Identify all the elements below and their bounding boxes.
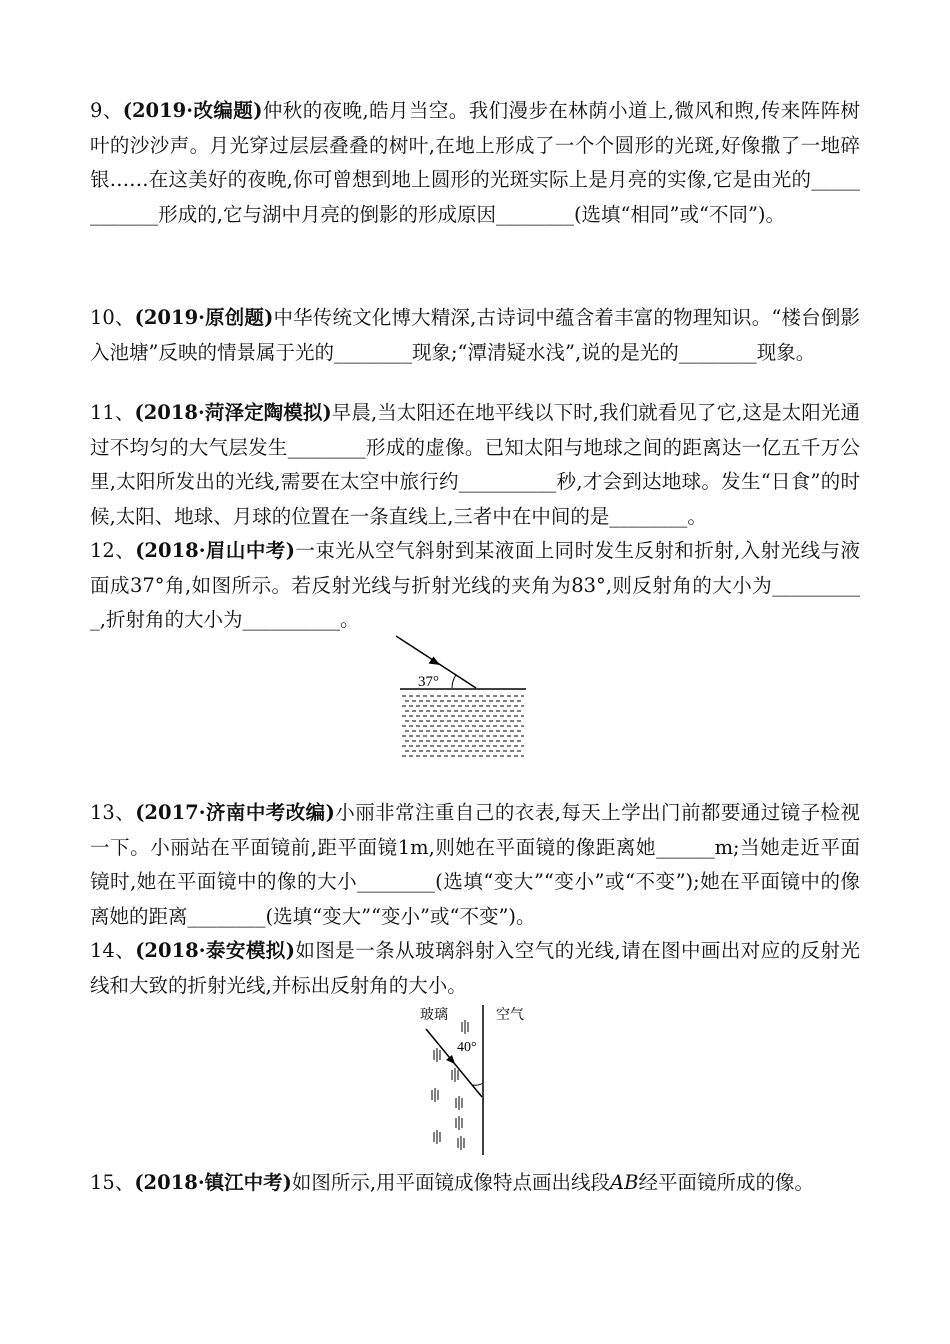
- question-text: 形成的,它与湖中月亮的倒影的形成原因: [158, 202, 496, 226]
- question-text: 经平面镜所成的像。: [638, 1171, 814, 1194]
- question-text: 小丽非常注重自己的衣表,每天上学出门前都要通过镜子检视一下。小丽站在平面镜前,距平面镜1m,则她在平面镜的像距离她: [90, 801, 860, 859]
- glass-air-diagram: [412, 1003, 552, 1157]
- answer-blank: ________: [287, 435, 366, 459]
- answer-blank: ________: [609, 504, 688, 528]
- answer-blank: ____________: [90, 168, 860, 226]
- question-source: (2018·泰安模拟): [135, 939, 295, 962]
- question-text: m;当她走近平面镜时,她在平面镜中的像的大小: [90, 835, 861, 893]
- question-12: [90, 534, 860, 638]
- air-label: 空气: [496, 1008, 524, 1023]
- question-number: 9、: [90, 99, 123, 122]
- question-text: ,折射角的大小为: [99, 608, 243, 631]
- question-source: (2017·济南中考改编): [135, 801, 335, 824]
- question-number: 15、: [90, 1171, 135, 1194]
- question-10: [90, 301, 860, 370]
- figure-glass-air-interface: [412, 1003, 552, 1161]
- question-source: (2018·眉山中考): [135, 539, 295, 562]
- answer-blank: ______: [656, 835, 715, 859]
- answer-blank: __________: [242, 608, 340, 631]
- question-text: 现象。: [756, 340, 816, 364]
- question-14: [90, 934, 860, 1003]
- question-text: 中华传统文化博大精深,古诗词中蕴含着丰富的物理知识。“楼台倒影入池塘”反映的情景属于光的: [90, 306, 860, 364]
- question-text: 。: [687, 504, 707, 528]
- answer-blank: __________: [458, 470, 557, 493]
- glass-label: 玻璃: [420, 1008, 448, 1023]
- question-text: (选填“相同”或“不同”)。: [573, 202, 786, 226]
- question-number: 12、: [90, 539, 136, 562]
- liquid-surface-diagram: [392, 634, 528, 762]
- question-9: [90, 94, 860, 232]
- question-source: (2018·镇江中考): [134, 1171, 292, 1194]
- question-number: 11、: [90, 401, 135, 424]
- answer-blank: ________: [495, 202, 574, 226]
- question-text: 如图是一条从玻璃斜射入空气的光线,请在图中画出对应的反射光线和大致的折射光线,并标出反射角的大小。: [90, 939, 860, 997]
- question-text: 一束光从空气斜射到某液面上同时发生反射和折射,入射光线与液面成37°角,如图所示。若反射光线与折射光线的夹角为83°,则反射角的大小为: [90, 539, 860, 597]
- question-text: (选填“变大”“变小”或“不变”);她在平面镜中的像离她的距离: [90, 870, 860, 928]
- question-11: [90, 396, 860, 534]
- angle-label: 37°: [418, 674, 439, 690]
- question-13: [90, 796, 860, 934]
- question-number: 14、: [90, 939, 136, 962]
- answer-blank: ________: [333, 340, 412, 364]
- angle-label: 40°: [457, 1040, 477, 1055]
- liquid-body: [402, 696, 524, 756]
- question-source: (2019·改编题): [122, 99, 263, 122]
- question-text: 早晨,当太阳还在地平线以下时,我们就看见了它,这是太阳光通过不均匀的大气层发生: [90, 401, 860, 459]
- question-text: 秒,才会到达地球。发生“日食”的时候,太阳、地球、月球的位置在一条直线上,三者中在中间的是: [90, 470, 860, 528]
- question-text: (选填“变大”“变小”或“不变”)。: [265, 904, 536, 928]
- answer-blank: ________: [678, 340, 757, 364]
- question-text: 如图所示,用平面镜成像特点画出线段: [291, 1171, 611, 1194]
- question-number: 13、: [90, 801, 136, 824]
- question-15: [90, 1166, 860, 1201]
- angle-arc: [452, 675, 456, 688]
- answer-blank: ________: [187, 904, 266, 928]
- question-text: 现象;“潭清疑水浅”,说的是光的: [411, 340, 679, 364]
- segment-label: AB: [610, 1171, 639, 1194]
- answer-blank: ________: [357, 870, 436, 893]
- question-source: (2018·菏泽定陶模拟): [134, 401, 332, 424]
- answer-blank: __________: [90, 573, 860, 631]
- question-text: 。: [339, 608, 360, 631]
- figure-light-on-liquid-surface: [392, 634, 528, 766]
- angle-arc: [473, 1083, 483, 1085]
- question-source: (2019·原创题): [134, 306, 274, 329]
- ray-arrow-icon: [446, 1055, 455, 1064]
- question-number: 10、: [90, 306, 135, 329]
- question-text: 仲秋的夜晚,皓月当空。我们漫步在林荫小道上,微风和煦,传来阵阵树叶的沙沙声。月光穿过层层叠叠的树叶,在地上形成了一个个圆形的光斑,好像撒了一地碎银……在这美好的夜晚,你可曾想到地上圆形的光斑实际上是月亮的实像,它是由光的: [90, 99, 860, 191]
- question-text: 形成的虚像。已知太阳与地球之间的距离达一亿五千万公里,太阳所发出的光线,需要在太空中旅行约: [90, 435, 860, 493]
